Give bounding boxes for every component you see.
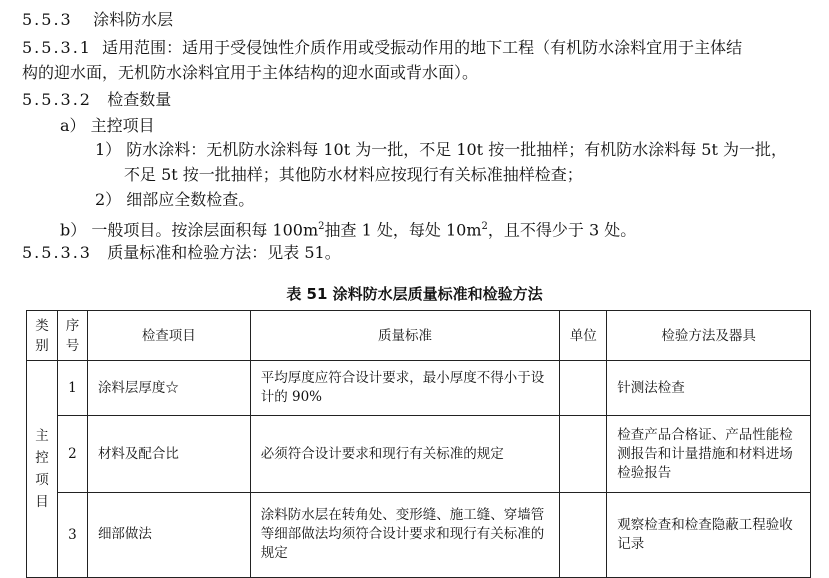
row-index: 3 — [57, 492, 87, 577]
quality-standard-table — [26, 310, 811, 578]
clause-number: 5.5.3.2 — [22, 90, 92, 109]
row-index: 2 — [57, 416, 87, 492]
superscript: 2 — [481, 221, 488, 232]
clause-5-5-3-1 — [22, 38, 742, 58]
header-category — [27, 311, 58, 361]
header-item: 检查项目 — [87, 311, 250, 361]
category-cell — [27, 361, 58, 578]
item-a-1-text: 1） 防水涂料：无机防水涂料每 10t 为一批，不足 10t 按一批抽样；有机防水涂料每 5t 为一批， — [95, 140, 787, 159]
row-standard: 涂料防水层在转角处、变形缝、施工缝、穿墙管等细部做法均须符合设计要求和现行有关标准的规定 — [250, 492, 560, 577]
row-method: 针测法检查 — [607, 361, 811, 416]
category-label: 主控项目 — [35, 428, 49, 511]
item-a-1-continued — [124, 165, 583, 185]
row-index: 1 — [57, 361, 87, 416]
item-b-text-part3: ，且不得少于 3 处。 — [487, 220, 637, 240]
item-a-1 — [95, 140, 787, 160]
row-standard: 必须符合设计要求和现行有关标准的规定 — [250, 416, 560, 492]
item-a-2-text: 2） 细部应全数检查。 — [95, 190, 255, 209]
clause-title: 检查数量 — [107, 90, 172, 109]
clause-5-5-3-2 — [22, 90, 171, 110]
item-a-text: a） 主控项目 — [60, 116, 155, 135]
header-standard: 质量标准 — [250, 311, 560, 361]
row-method: 观察检查和检查隐蔽工程验收记录 — [607, 492, 811, 577]
row-unit — [560, 492, 607, 577]
section-heading-5-5-3 — [22, 10, 173, 30]
clause-text: 质量标准和检验方法：见表 51。 — [107, 243, 341, 262]
clause-text: 适用范围：适用于受侵蚀性介质作用或受振动作用的地下工程（有机防水涂料宜用于主体结 — [102, 38, 743, 57]
item-a-2 — [95, 190, 254, 210]
table-header-row — [27, 311, 811, 361]
clause-text-continued: 构的迎水面，无机防水涂料宜用于主体结构的迎水面或背水面）。 — [22, 63, 479, 82]
item-a — [60, 116, 155, 136]
clause-5-5-3-3 — [22, 243, 341, 263]
clause-5-5-3-1-continued — [22, 63, 478, 83]
clause-number: 5.5.3.3 — [22, 243, 92, 262]
table-row — [27, 416, 811, 492]
header-method: 检验方法及器具 — [607, 311, 811, 361]
row-method: 检查产品合格证、产品性能检测报告和计量措施和材料进场检验报告 — [607, 416, 811, 492]
row-unit — [560, 416, 607, 492]
table-row — [27, 361, 811, 416]
item-b — [60, 217, 636, 240]
row-item: 涂料层厚度☆ — [87, 361, 250, 416]
table-row — [27, 492, 811, 577]
section-title: 涂料防水层 — [93, 10, 174, 29]
table-caption: 表 51 涂料防水层质量标准和检验方法 — [286, 285, 543, 303]
row-unit — [560, 361, 607, 416]
clause-number: 5.5.3.1 — [22, 38, 92, 57]
row-standard: 平均厚度应符合设计要求，最小厚度不得小于设计的 90% — [250, 361, 560, 416]
header-category-text: 类别 — [35, 317, 49, 354]
header-unit: 单位 — [560, 311, 607, 361]
item-a-1-text-continued: 不足 5t 按一批抽样；其他防水材料应按现行有关标准抽样检查； — [124, 165, 583, 184]
row-item: 细部做法 — [87, 492, 250, 577]
header-index-text: 序号 — [65, 317, 80, 354]
row-item: 材料及配合比 — [87, 416, 250, 492]
superscript: 2 — [318, 221, 325, 232]
item-b-text-part1: b） 一般项目。按涂层面积每 100m — [60, 220, 319, 240]
section-number: 5.5.3 — [22, 10, 73, 29]
header-index — [57, 311, 87, 361]
item-b-text-part2: 抽查 1 处，每处 10m — [324, 220, 482, 240]
